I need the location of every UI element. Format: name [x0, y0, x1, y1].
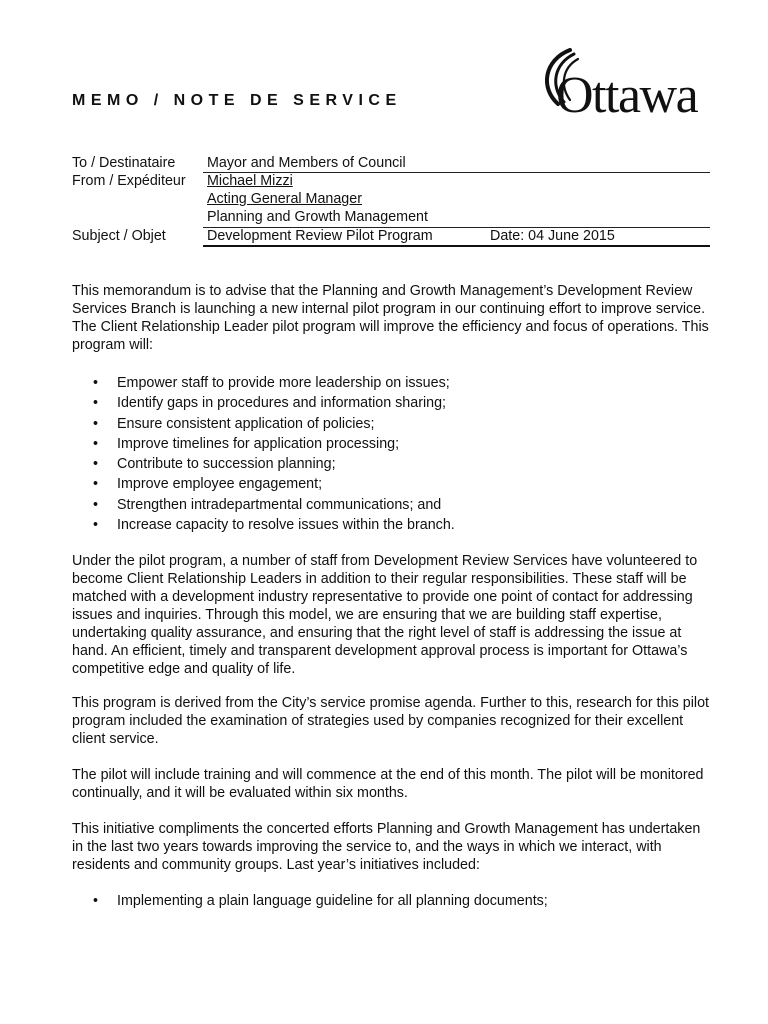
bullet-icon: • — [93, 456, 99, 473]
list-item — [72, 475, 712, 495]
list-item-text: Identify gaps in procedures and information sharing; — [117, 395, 447, 412]
initiatives-list — [72, 892, 712, 912]
intro-paragraph: This memorandum is to advise that the Planning and Growth Management’s Development Review Services Branch is launching a new internal pilot program in our continuing effort to improve service. The Client Relationship Leader pilot program will improve the efficiency and focus of operations. This program will: — [72, 283, 709, 353]
bullet-icon: • — [93, 395, 99, 412]
list-item-text: Contribute to succession planning; — [117, 456, 336, 473]
to-value: Mayor and Members of Council — [207, 155, 406, 171]
list-item-text: Ensure consistent application of policies; — [117, 415, 375, 432]
from-row — [0, 173, 768, 191]
list-item — [72, 374, 712, 394]
bullet-icon: • — [93, 517, 99, 534]
subject-row — [0, 228, 768, 246]
to-label: To / Destinataire — [72, 155, 176, 171]
from-title-row — [0, 191, 768, 209]
objectives-list — [72, 374, 712, 536]
list-item — [72, 496, 712, 516]
to-row — [0, 155, 768, 173]
subject-rule — [203, 245, 710, 247]
initiatives-paragraph: This initiative compliments the concerted efforts Planning and Growth Management has undertaken in the last two years towards improving the service to, and the ways in which we interact, with residents and community groups. Last year’s initiatives included: — [72, 821, 701, 873]
list-item-text: Strengthen intradepartmental communications; and — [117, 496, 442, 513]
training-paragraph: The pilot will include training and will commence at the end of this month. The pilot will be monitored continually, and it will be evaluated within six months. — [72, 767, 704, 801]
list-item — [72, 892, 712, 912]
list-item — [72, 435, 712, 455]
list-item-text: Implementing a plain language guideline for all planning documents; — [117, 893, 548, 909]
subject-label: Subject / Objet — [72, 228, 166, 244]
from-department: Planning and Growth Management — [207, 209, 428, 225]
list-item-text: Empower staff to provide more leadership on issues; — [117, 375, 450, 391]
list-item — [72, 394, 712, 414]
logo-wordmark: Ottawa — [556, 67, 698, 120]
from-dept-row — [0, 209, 768, 227]
from-label: From / Expéditeur — [72, 173, 186, 189]
list-item — [72, 415, 712, 435]
memo-date: Date: 04 June 2015 — [490, 228, 615, 244]
from-name: Michael Mizzi — [207, 173, 293, 189]
bullet-icon: • — [93, 415, 99, 432]
memo-title: MEMO / NOTE DE SERVICE — [72, 92, 402, 109]
bullet-icon: • — [93, 893, 99, 909]
list-item — [72, 455, 712, 475]
from-title: Acting General Manager — [207, 191, 362, 207]
list-item-text: Increase capacity to resolve issues within the branch. — [117, 517, 455, 534]
bullet-icon: • — [93, 476, 99, 493]
service-promise-paragraph: This program is derived from the City’s service promise agenda. Further to this, research for this pilot program included the examination of strategies used by companies recognized for their excellent client service. — [72, 695, 709, 747]
list-item-text: Improve employee engagement; — [117, 476, 323, 493]
ottawa-logo — [538, 42, 708, 120]
list-item — [72, 516, 712, 536]
list-item-text: Improve timelines for application processing; — [117, 435, 400, 452]
pilot-program-paragraph: Under the pilot program, a number of staff from Development Review Services have volunteered to become Client Relationship Leaders in addition to their regular responsibilities. These staff will be matched with a development industry representative to provide one point of contact for addressing issues and inquiries. Through this model, we are ensuring that we are building staff expertise, undertaking quality assurance, and ensuring that the right level of staff is addressing the issue at hand. An efficient, timely and transparent development approval process is important for Ottawa’s competitive edge and quality of life. — [72, 553, 698, 677]
bullet-icon: • — [93, 435, 99, 452]
bullet-icon: • — [93, 496, 99, 513]
bullet-icon: • — [93, 375, 99, 391]
subject-value: Development Review Pilot Program — [207, 228, 433, 244]
